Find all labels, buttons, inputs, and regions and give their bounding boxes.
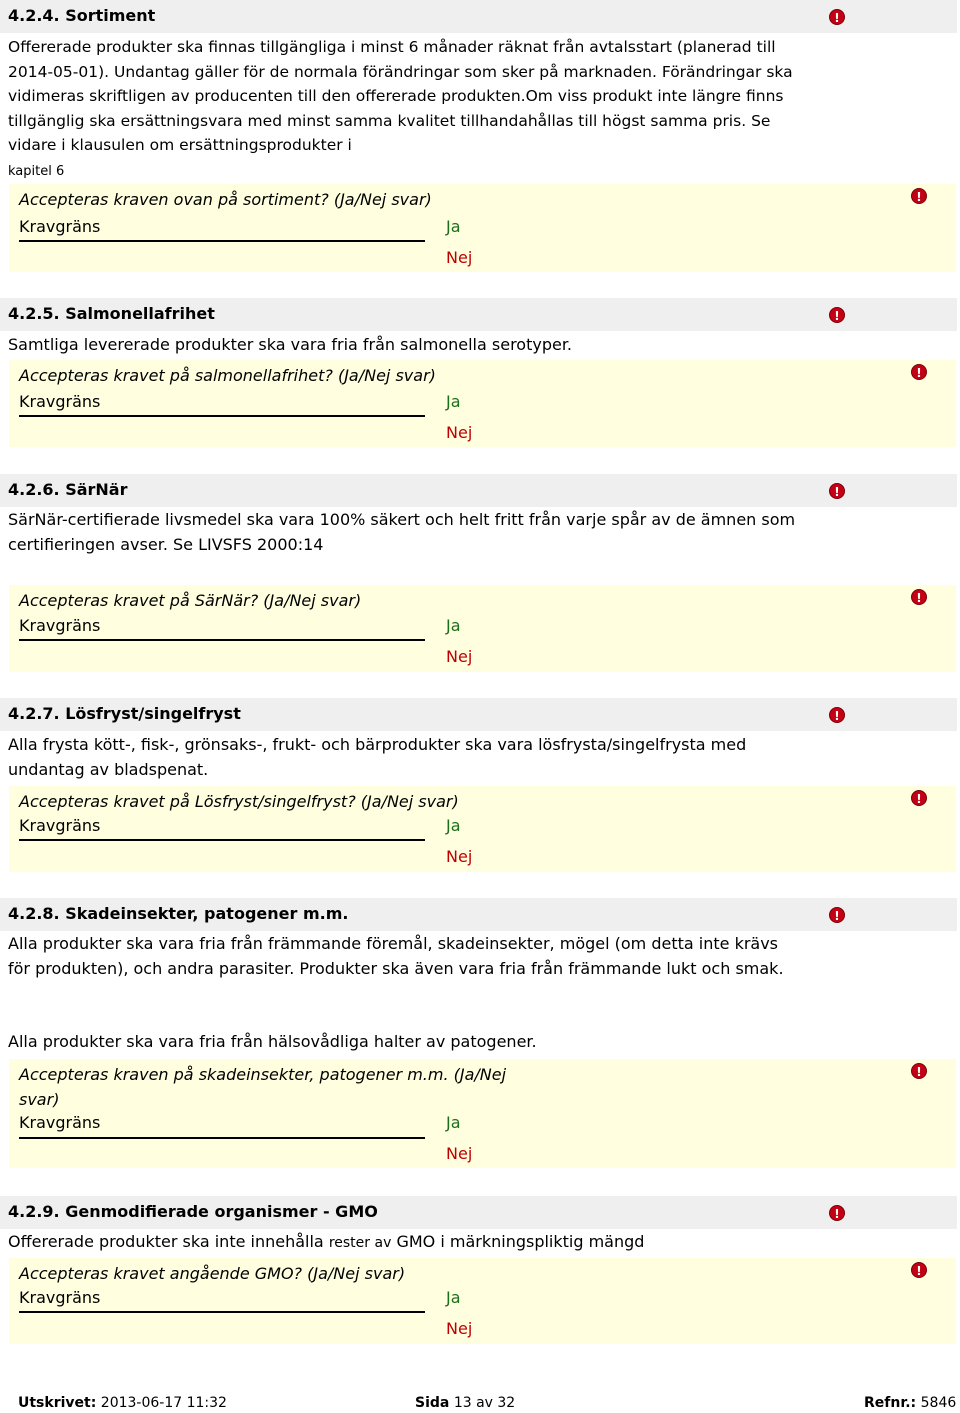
answer-nej[interactable]: Nej <box>446 647 473 666</box>
kravgrans-label: Kravgräns <box>19 1113 101 1132</box>
section-paragraph: Offererade produkter ska finnas tillgängliga i minst 6 månader räknat från avtalsstart (planerad till 2014-05-01). Undantag gäller för de normala förändringar som sker på marknaden. Förändringar ska vidimeras skriftligen av producenten till den offererade produkten.Om viss produkt inte längre finns tillgänglig ska ersättningsvara med minst samma kvalitet tillhandahållas till högst samma pris. Se vidare i klausulen om ersättningsprodukter i kapitel 6 <box>8 38 793 179</box>
kravgrans-line <box>19 839 425 841</box>
question-box <box>9 360 956 447</box>
section-header-4-2-8 <box>0 898 957 931</box>
question-box <box>9 1258 956 1344</box>
section-title: 4.2.9. Genmodifierade organismer - GMO <box>8 1202 378 1221</box>
answer-nej[interactable]: Nej <box>446 1144 473 1163</box>
alert-icon: ! <box>829 483 845 499</box>
section-paragraph: Offererade produkter ska inte innehålla rester av GMO i märkningspliktig mängd <box>8 1232 645 1251</box>
alert-icon: ! <box>911 790 927 806</box>
section-header-4-2-6 <box>0 474 957 507</box>
answer-nej[interactable]: Nej <box>446 248 473 267</box>
kravgrans-line <box>19 1137 425 1139</box>
alert-icon: ! <box>911 1063 927 1079</box>
question-text: Accepteras kraven ovan på sortiment? (Ja/Nej svar) <box>19 190 432 209</box>
section-paragraph: Alla produkter ska vara fria från hälsovådliga halter av patogener. <box>8 1032 537 1051</box>
section-title: 4.2.5. Salmonellafrihet <box>8 304 215 323</box>
section-title: 4.2.6. SärNär <box>8 480 128 499</box>
printed-label: Utskrivet: <box>18 1395 97 1411</box>
answer-ja[interactable]: Ja <box>446 616 461 635</box>
section-title: 4.2.8. Skadeinsekter, patogener m.m. <box>8 904 349 923</box>
section-title: 4.2.7. Lösfryst/singelfryst <box>8 704 241 723</box>
question-box <box>9 1059 956 1168</box>
kravgrans-label: Kravgräns <box>19 616 101 635</box>
kravgrans-label: Kravgräns <box>19 816 101 835</box>
alert-icon: ! <box>911 188 927 204</box>
alert-icon: ! <box>911 364 927 380</box>
answer-ja[interactable]: Ja <box>446 217 461 236</box>
section-title: 4.2.4. Sortiment <box>8 6 156 25</box>
alert-icon: ! <box>829 907 845 923</box>
alert-icon: ! <box>829 1205 845 1221</box>
section-paragraph: Alla produkter ska vara fria från främmande föremål, skadeinsekter, mögel (om detta inte krävs för produkten), och andra parasiter. Produkter ska även vara fria från främmande lukt och smak. <box>8 934 784 978</box>
page-value: 13 av 32 <box>453 1395 516 1411</box>
answer-ja[interactable]: Ja <box>446 1113 461 1132</box>
alert-icon: ! <box>829 307 845 323</box>
section-paragraph: SärNär-certifierade livsmedel ska vara 100% säkert och helt fritt från varje spår av de ämnen som certifieringen avser. Se LIVSFS 2000:14 <box>8 510 796 554</box>
kravgrans-line <box>19 240 425 242</box>
question-box <box>9 184 956 272</box>
footer-page <box>415 1394 515 1412</box>
alert-icon: ! <box>829 707 845 723</box>
kravgrans-label: Kravgräns <box>19 1288 101 1307</box>
question-text: Accepteras kravet på SärNär? (Ja/Nej svar) <box>19 591 362 610</box>
section-paragraph: Samtliga levererade produkter ska vara fria från salmonella serotyper. <box>8 335 573 354</box>
footer-refnr <box>864 1394 956 1412</box>
section-header-4-2-4 <box>0 0 957 33</box>
alert-icon: ! <box>911 589 927 605</box>
alert-icon: ! <box>911 1262 927 1278</box>
section-header-4-2-5 <box>0 298 957 331</box>
answer-nej[interactable]: Nej <box>446 1319 473 1338</box>
printed-value: 2013-06-17 11:32 <box>100 1395 227 1411</box>
answer-ja[interactable]: Ja <box>446 816 461 835</box>
question-text: Accepteras kraven på skadeinsekter, patogener m.m. (Ja/Nej svar) <box>19 1065 507 1109</box>
page-label: Sida <box>415 1395 450 1411</box>
section-header-4-2-9 <box>0 1196 957 1229</box>
section-header-4-2-7 <box>0 698 957 731</box>
kravgrans-label: Kravgräns <box>19 217 101 236</box>
answer-ja[interactable]: Ja <box>446 1288 461 1307</box>
question-text: Accepteras kravet på Lösfryst/singelfryst? (Ja/Nej svar) <box>19 792 459 811</box>
question-text: Accepteras kravet på salmonellafrihet? (Ja/Nej svar) <box>19 366 436 385</box>
question-text: Accepteras kravet angående GMO? (Ja/Nej svar) <box>19 1264 406 1283</box>
ref-value: 5846 <box>920 1395 957 1411</box>
footer-printed <box>18 1394 227 1412</box>
kravgrans-label: Kravgräns <box>19 392 101 411</box>
kravgrans-line <box>19 415 425 417</box>
question-box <box>9 585 956 672</box>
ref-label: Refnr.: <box>864 1395 917 1411</box>
section-paragraph: Alla frysta kött-, fisk-, grönsaks-, frukt- och bärprodukter ska vara lösfrysta/singelfrysta med undantag av bladspenat. <box>8 735 747 779</box>
kravgrans-line <box>19 639 425 641</box>
question-box <box>9 786 956 872</box>
answer-nej[interactable]: Nej <box>446 423 473 442</box>
alert-icon: ! <box>829 9 845 25</box>
kravgrans-line <box>19 1311 425 1313</box>
answer-nej[interactable]: Nej <box>446 847 473 866</box>
answer-ja[interactable]: Ja <box>446 392 461 411</box>
